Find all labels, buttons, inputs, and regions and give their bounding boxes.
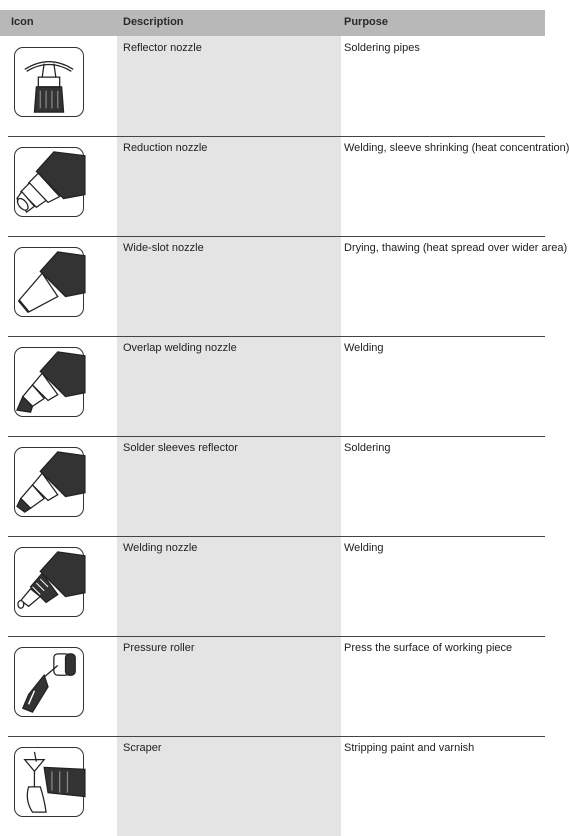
reduction-nozzle-icon xyxy=(15,148,83,216)
solder-sleeves-reflector-icon xyxy=(15,448,83,516)
table-row xyxy=(0,736,545,836)
row-purpose: Welding, sleeve shrinking (heat concentration) xyxy=(344,142,569,154)
reflector-nozzle-icon xyxy=(15,48,83,116)
header-purpose: Purpose xyxy=(344,16,389,28)
row-purpose: Drying, thawing (heat spread over wider area) xyxy=(344,242,568,254)
row-description: Reflector nozzle xyxy=(123,42,202,54)
table-row xyxy=(0,136,569,236)
row-purpose: Welding xyxy=(344,542,384,554)
header-description: Description xyxy=(123,16,184,28)
row-purpose: Welding xyxy=(344,342,384,354)
row-purpose: Stripping paint and varnish xyxy=(344,742,475,754)
row-description: Overlap welding nozzle xyxy=(123,342,237,354)
overlap-welding-nozzle-icon xyxy=(15,348,83,416)
row-description: Solder sleeves reflector xyxy=(123,442,238,454)
table-header xyxy=(0,10,545,36)
table-row xyxy=(0,336,545,436)
row-purpose: Press the surface of working piece xyxy=(344,642,513,654)
pressure-roller-icon xyxy=(15,648,83,716)
row-purpose: Soldering pipes xyxy=(344,42,420,54)
table-row xyxy=(0,236,568,336)
row-description: Welding nozzle xyxy=(123,542,198,554)
row-description: Reduction nozzle xyxy=(123,142,208,154)
table-row xyxy=(0,36,545,136)
wide-slot-nozzle-icon xyxy=(15,248,83,316)
scraper-icon xyxy=(15,748,83,816)
row-description: Scraper xyxy=(123,742,162,754)
table-row xyxy=(0,436,545,536)
table-row xyxy=(0,636,545,736)
row-description: Pressure roller xyxy=(123,642,195,654)
row-description: Wide-slot nozzle xyxy=(123,242,204,254)
header-icon: Icon xyxy=(11,16,34,28)
table-row xyxy=(0,536,545,636)
welding-nozzle-icon xyxy=(15,548,83,616)
row-purpose: Soldering xyxy=(344,442,391,454)
